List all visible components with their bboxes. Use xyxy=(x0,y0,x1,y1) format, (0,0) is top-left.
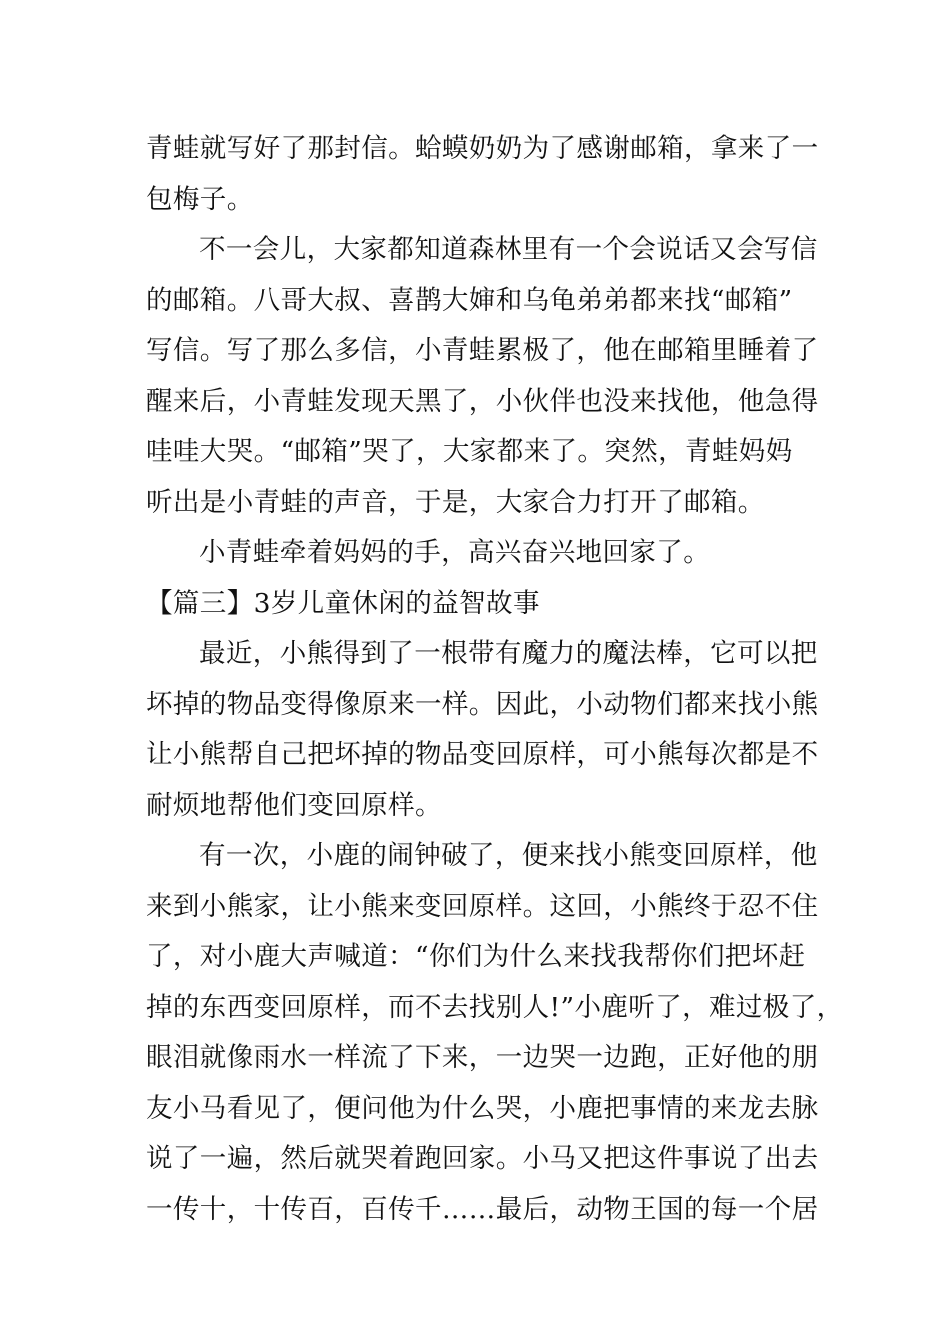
text-line: 醒来后，小青蛙发现天黑了，小伙伴也没来找他，他急得 xyxy=(146,385,819,417)
section-heading: 【篇三】3岁儿童休闲的益智故事 xyxy=(146,587,540,619)
text-line: 友小马看见了，便问他为什么哭，小鹿把事情的来龙去脉 xyxy=(146,1092,819,1124)
text-line: 青蛙就写好了那封信。蛤蟆奶奶为了感谢邮箱，拿来了一 xyxy=(146,133,819,164)
paragraph-start-line: 不一会儿，大家都知道森林里有一个会说话又会写信 xyxy=(199,234,818,265)
text-line: 了，对小鹿大声喊道：“你们为什么来找我帮你们把坏赶 xyxy=(146,941,806,972)
text-line: 说了一遍，然后就哭着跑回家。小马又把这件事说了出去 xyxy=(146,1143,819,1174)
paragraph-start-line: 有一次，小鹿的闹钟破了，便来找小熊变回原样，他 xyxy=(199,840,818,871)
story-text xyxy=(146,124,844,1235)
text-line: 坏掉的物品变得像原来一样。因此，小动物们都来找小熊 xyxy=(146,688,819,720)
text-line: 写信。写了那么多信，小青蛙累极了，他在邮箱里睡着了 xyxy=(146,335,819,366)
text-line: 掉的东西变回原样，而不去找别人!”小鹿听了，难过极了， xyxy=(146,991,844,1023)
paragraph-start-line: 最近，小熊得到了一根带有魔力的魔法棒，它可以把 xyxy=(199,638,818,669)
text-line: 的邮箱。八哥大叔、喜鹊大婶和乌龟弟弟都来找“邮箱” xyxy=(146,284,793,316)
paragraph-start-line: 小青蛙牵着妈妈的手，高兴奋兴地回家了。 xyxy=(199,537,711,568)
text-line: 包梅子。 xyxy=(146,183,254,215)
text-line: 听出是小青蛙的声音，于是，大家合力打开了邮箱。 xyxy=(146,486,765,518)
text-line: 眼泪就像雨水一样流了下来，一边哭一边跑，正好他的朋 xyxy=(146,1042,819,1073)
text-line: 让小熊帮自己把坏掉的物品变回原样，可小熊每次都是不 xyxy=(146,739,819,770)
text-line: 一传十，十传百，百传千……最后，动物王国的每一个居 xyxy=(146,1193,819,1225)
text-line: 哇哇大哭。“邮箱”哭了，大家都来了。突然，青蛙妈妈 xyxy=(146,436,793,467)
text-line: 来到小熊家，让小熊来变回原样。这回，小熊终于忍不住 xyxy=(146,890,819,922)
text-line: 耐烦地帮他们变回原样。 xyxy=(146,789,442,821)
